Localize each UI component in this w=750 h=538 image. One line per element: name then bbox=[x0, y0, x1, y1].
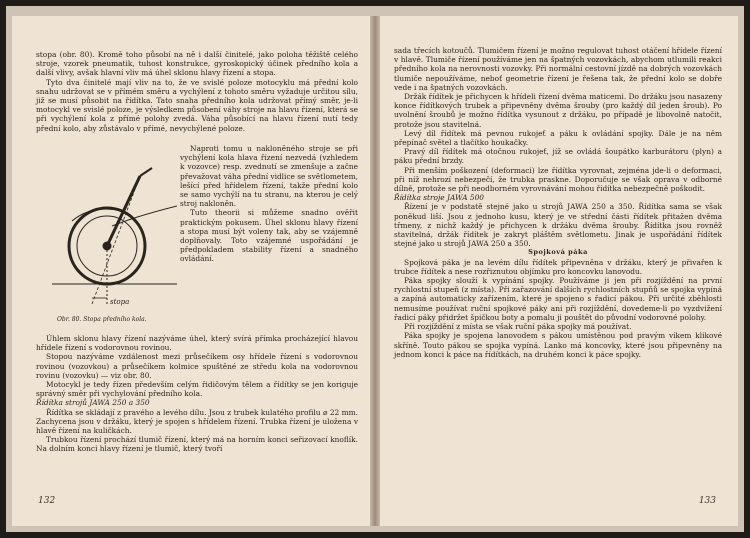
right-para-10: Páka spojky je spojena lanovodem s pákou umístěnou pod pravým víkem klikové skříně. Touto pákou se spojka vypíná. Lanko má koncovky, které jsou připevněny na jednom konci k páce na řídítkách, na druhém konci k páce spojky. bbox=[394, 331, 722, 359]
left-para-4: Tuto theorii si můžeme snadno ověřit praktickým pokusem. Úhel sklonu hlavy řízení a stopa musí být voleny tak, aby se vzájemně doplňovaly. Toto vzájemné uspořádání je předpokladem stability řízení a snadného ovládání. bbox=[180, 208, 358, 264]
right-para-8: Páka spojky slouží k vypínání spojky. Používáme ji jen při rozjíždění na první rychlostní stupeň (z místa). Při zařazování dalších rychlostních stupňů se spojka vypíná a zapíná automaticky zařízením, které je spojeno s řadicí pákou. Při určité zběhlosti nemusíme používat ruční spojkové páky ani při rozjíždění, dovedeme-li po vyzdvižení řadicí páky přidržet špičkou boty a pomalu ji pouštět do původní vodorovné polohy. bbox=[394, 276, 722, 322]
right-para-3: Levý díl řídítek má pevnou rukojeť a páku k ovládání spojky. Dále je na něm přepínač světel a tlačítko houkačky. bbox=[394, 128, 722, 148]
book-gutter bbox=[370, 16, 380, 526]
left-top-text bbox=[36, 50, 358, 133]
left-para-3: Naproti tomu u nakloněného stroje se při vychýlení kola hlava řízení nezvedá (vzhledem k vozovce) resp. zvednutí se zmenšuje a začne převažovat váha přední vidlice se světlometem, lešící před hřídelem řízení, takže přední kolo se samo vychýlí na tu stranu, na kterou je celý stroj nakloněn. bbox=[180, 144, 358, 209]
right-para-2: Držák řídítek je přichycen k hřídeli řízení dvěma maticemi. Do držáku jsou nasazeny konce řídítkových trubek a připevněny dvěma šrouby (pro každý díl jeden šroub). Po uvolnění šroubů je možno řídítka vysunout z držáku, po případě je libovolně natočit, protože jsou stavitelná. bbox=[394, 92, 722, 129]
front-wheel-trail-diagram bbox=[52, 166, 177, 321]
trail-label: stopa bbox=[110, 298, 130, 306]
left-page-number: 132 bbox=[38, 496, 56, 506]
right-text bbox=[394, 46, 722, 359]
right-heading-jawa500: Řídítka stroje JAWA 500 bbox=[394, 193, 485, 203]
right-para-7: Spojková páka je na levém dílu řídítek připevněna v držáku, který je přivařen k trubce řídítek a nese rozřiznutou objímku pro koncovku lanovodu. bbox=[394, 257, 722, 276]
left-bottom-text bbox=[36, 334, 358, 454]
left-para-6: Stopou nazýváme vzdálenost mezi průsečíkem osy hřídele řízení s vodorovnou rovinou (vozovkou) a průsečíkem kolmice spuštěné ze středu kola na vodorovnou rovinu (vozovku) — viz obr. 80. bbox=[36, 352, 358, 380]
figure-caption: Obr. 80. Stopa předního kola. bbox=[57, 316, 147, 323]
left-side-text bbox=[180, 144, 358, 332]
left-section-heading: Řídítka strojů JAWA 250 a 350 bbox=[36, 398, 150, 408]
right-para-4: Pravý díl řídítek má otočnou rukojeť, jíž se ovládá šoupátko karburátoru (plyn) a páku přední brzdy. bbox=[394, 147, 722, 166]
steering-axis bbox=[92, 176, 140, 304]
left-para-5: Úhlem sklonu hlavy řízení nazýváme úhel, který svírá přímka procházející hlavou hřídele řízení s vodorovnou rovinou. bbox=[36, 334, 358, 353]
left-para-7: Motocykl je tedy řízen především celým řidičovým tělem a řídítky se jen koriguje správný směr při vychylování předního kola. bbox=[36, 380, 358, 399]
right-page bbox=[380, 16, 738, 526]
left-para-1: stopa (obr. 80). Kromě toho působí na ně i další činitelé, jako poloha těžiště celého stroje, vzorek pneumatik, tuhost konstrukce, gyroskopický účinek předního kola a další vlivy, avšak hlavní vliv má úhel sklonu hlavy řízení a stopa. bbox=[36, 50, 358, 78]
right-page-number: 133 bbox=[698, 496, 716, 506]
right-para-1: sada třecích kotoučů. Tlumičem řízení je možno regulovat tuhost otáčení hřídele řízení v hlavě. Tlumiče řízení používáme jen na špatných vozovkách, abychom utlumili reakci předního kola na nerovnosti vozovky. Při normální cestovní jízdě na dobrých vozovkách tlumiče nepoužíváme, neboť geometrie řízení je řešena tak, že přední kolo se dobře vede i na špatných vozovkách. bbox=[394, 46, 722, 92]
left-para-9: Trubkou řízení prochází tlumič řízení, který má na horním konci seřizovací knoflík. Na dolním konci hlavy řízení je tlumič, který tvoří bbox=[36, 435, 358, 454]
right-heading-clutch-lever: Spojková páka bbox=[528, 248, 588, 257]
right-para-5: Při menším poškození (deformaci) lze řídítka vyrovnat, zejména jde-li o deformaci, při níž nehrozí nebezpečí, že trubka praskne. Doporučuje se však oprava v odborné dílně, protože se při neodborném vyrovnávání mohou řídítka nebezpečně poškodit. bbox=[394, 165, 722, 194]
left-para-8: Řídítka se skládají z pravého a levého dílu. Jsou z trubek kulatého profilu ⌀ 22 mm. Zachycena jsou v držáku, který je spojen s hřídelem řízení. Trubka řízení je uložena v hlavě řízení na kuličkách. bbox=[36, 407, 358, 436]
right-para-6: Řízení je v podstatě stejné jako u strojů JAWA 250 a 350. Řídítka sama se však poněkud liší. Jsou z jednoho kusu, který je ve střední části řídítek přitažen dvěma třmeny, z nichž každý je přichycen k držáku dvěma šrouby. Řídítka jsou rovněž stavitelná, držák řídítek je zakryt pláštěm světlometu. Jinak je uspořádání řídítek stejné jako u strojů JAWA 250 a 350. bbox=[394, 202, 722, 249]
right-para-9: Při rozjíždění z místa se však ruční páka spojky má používat. bbox=[404, 322, 632, 332]
left-para-2: Tyto dva činitelé mají vliv na to, že ve svislé poloze motocyklu má přední kolo snahu udržovat se v přímém směru a vychýlení z tohoto směru vyžaduje určitou sílu, již se musí působit na řídítka. Tato snaha předního kola udržovat přímý směr, je-li motocykl ve svislé poloze, je výsledkem působení váhy stroje na hlavu řízení, která se při vychýlení kola z přímé polohy zvedá. Váha působící na hlavu řízení nutí tedy přední kolo, aby zůstávalo v přímé, nevychýlené poloze. bbox=[36, 77, 358, 133]
book-spread bbox=[6, 6, 744, 532]
left-page bbox=[12, 16, 370, 526]
